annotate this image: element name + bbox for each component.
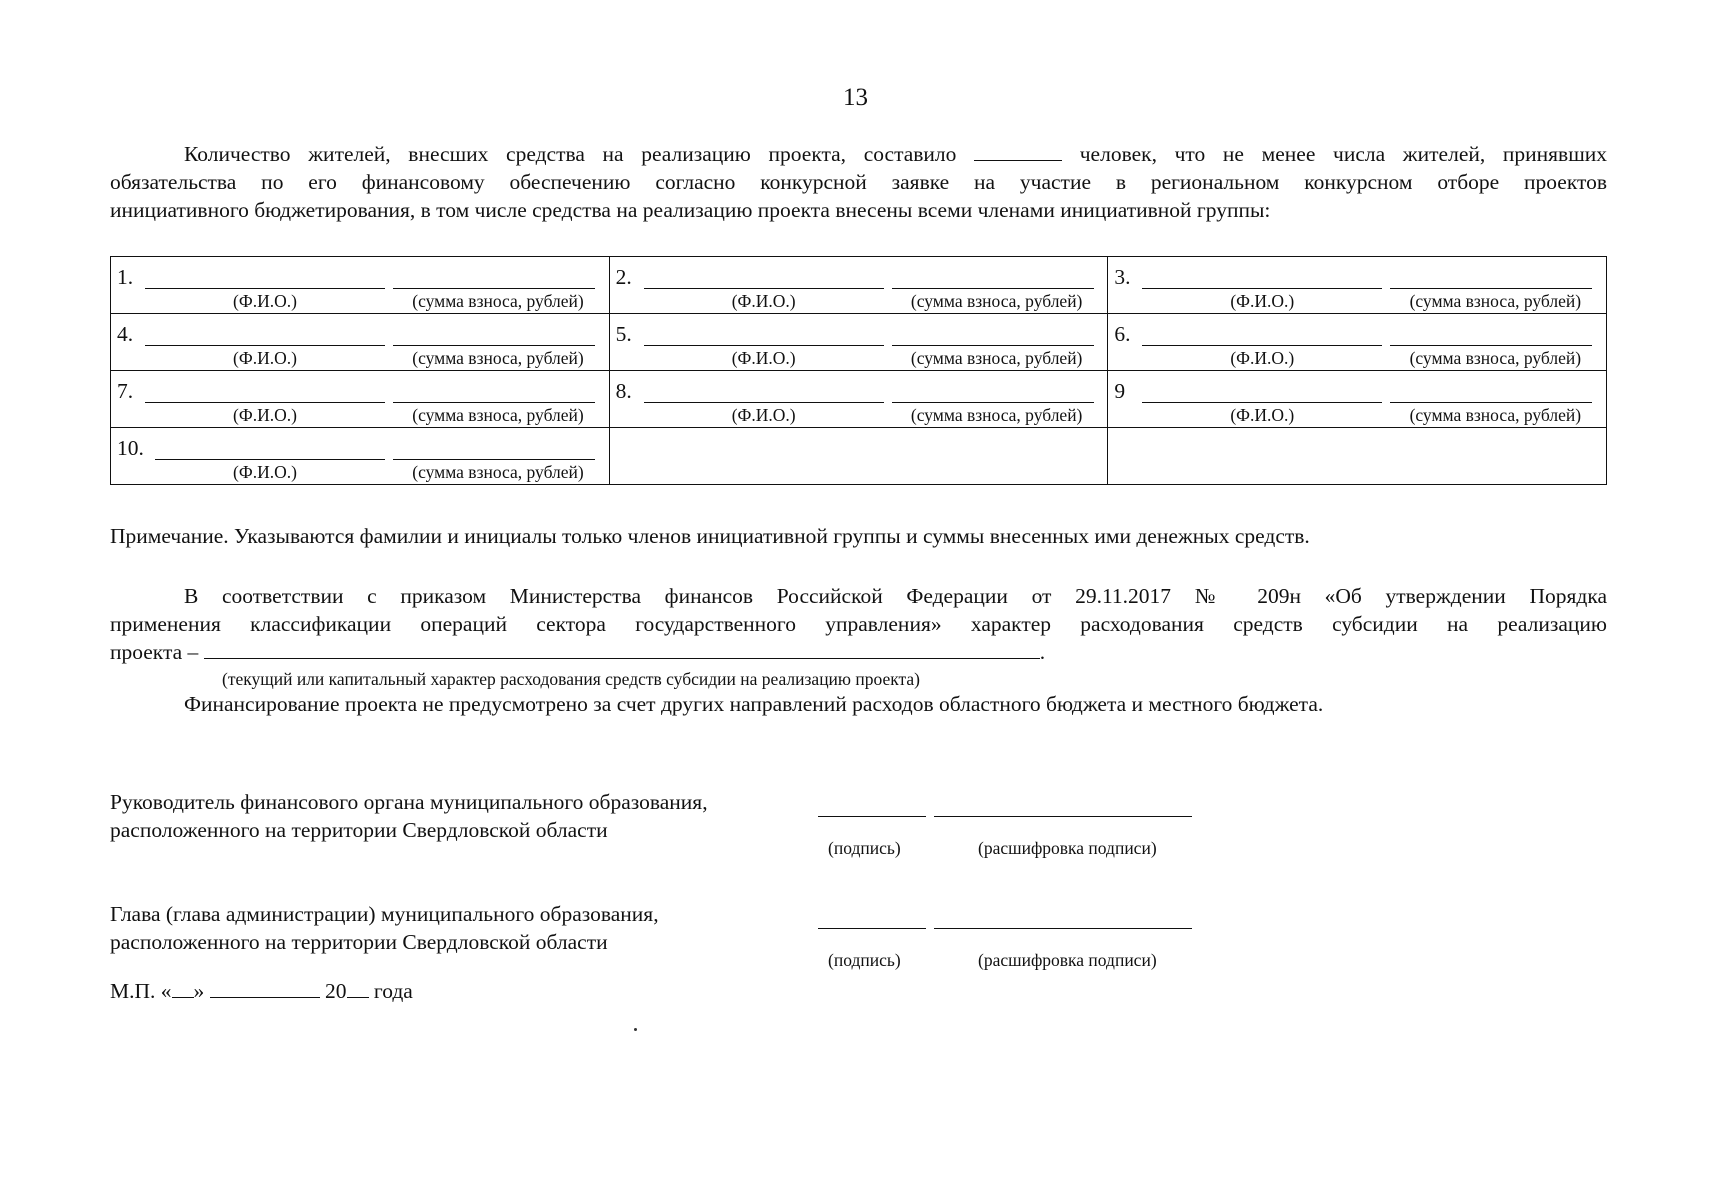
table-row bbox=[111, 428, 1607, 485]
note-text: Примечание. Указываются фамилии и инициалы только членов инициативной группы и суммы внесенных ими денежных средств. bbox=[110, 524, 1310, 548]
sum-field[interactable] bbox=[892, 402, 1094, 403]
fio-caption: (Ф.И.О.) bbox=[233, 462, 297, 482]
fio-field[interactable] bbox=[1142, 288, 1382, 289]
year-suffix: года bbox=[373, 979, 413, 1003]
table-cell bbox=[609, 314, 1108, 371]
finance-head-title-line-2: расположенного на территории Свердловской области bbox=[110, 818, 608, 842]
sum-caption: (сумма взноса, рублей) bbox=[412, 291, 584, 311]
entry-number: 7. bbox=[117, 379, 134, 403]
sum-field[interactable] bbox=[892, 288, 1094, 289]
sum-caption: (сумма взноса, рублей) bbox=[412, 405, 584, 425]
contributor-entry bbox=[1108, 371, 1606, 427]
entry-number: 1. bbox=[117, 265, 134, 289]
table-cell bbox=[1108, 314, 1607, 371]
order-line-1: В соответствии с приказом Министерства финансов Российской Федерации от 29.11.2017 № 209н «Об утверждении Порядка bbox=[184, 584, 1607, 608]
date-year-blank[interactable] bbox=[347, 979, 369, 998]
financing-paragraph bbox=[110, 690, 1607, 718]
table-cell bbox=[111, 314, 610, 371]
fio-field[interactable] bbox=[1142, 345, 1382, 346]
table-cell bbox=[609, 257, 1108, 314]
entry-number: 4. bbox=[117, 322, 134, 346]
scan-speck bbox=[634, 1028, 637, 1031]
residents-count-blank[interactable] bbox=[974, 142, 1062, 161]
table-cell bbox=[1108, 371, 1607, 428]
fio-caption: (Ф.И.О.) bbox=[1230, 405, 1295, 425]
order-paragraph bbox=[110, 582, 1607, 666]
table-cell bbox=[111, 257, 610, 314]
sum-field[interactable] bbox=[393, 345, 595, 346]
sum-caption: (сумма взноса, рублей) bbox=[910, 405, 1083, 425]
entry-number: 9 bbox=[1114, 379, 1126, 403]
period-mark: . bbox=[1039, 640, 1046, 664]
finance-head-decode-caption: (расшифровка подписи) bbox=[978, 838, 1157, 858]
sum-field[interactable] bbox=[1390, 345, 1592, 346]
fio-caption: (Ф.И.О.) bbox=[1230, 291, 1295, 311]
fio-field[interactable] bbox=[644, 345, 884, 346]
sum-field[interactable] bbox=[393, 288, 595, 289]
empty-cell bbox=[1108, 428, 1606, 484]
fio-caption: (Ф.И.О.) bbox=[1230, 348, 1295, 368]
contributor-entry bbox=[111, 314, 609, 370]
municipality-head-name-line[interactable] bbox=[934, 928, 1192, 929]
fio-caption: (Ф.И.О.) bbox=[731, 405, 796, 425]
table-cell bbox=[609, 428, 1108, 485]
sum-field[interactable] bbox=[892, 345, 1094, 346]
intro-line-1 bbox=[110, 140, 1607, 168]
finance-head-sign-caption: (подпись) bbox=[828, 838, 901, 858]
intro-line-3: инициативного бюджетирования, в том числе средства на реализацию проекта внесены всеми членами инициативной группы: bbox=[110, 198, 1271, 222]
municipality-head-signature-line[interactable] bbox=[818, 928, 926, 929]
entry-number: 5. bbox=[615, 322, 632, 346]
stamp-date-text bbox=[110, 977, 710, 1005]
contributor-entry bbox=[111, 371, 609, 427]
municipality-head-title-line-2: расположенного на территории Свердловской области bbox=[110, 930, 608, 954]
sum-field[interactable] bbox=[393, 402, 595, 403]
finance-head-title-line-1: Руководитель финансового органа муниципального образования, bbox=[110, 790, 708, 814]
year-prefix: 20 bbox=[325, 979, 347, 1003]
table-row bbox=[111, 371, 1607, 428]
sum-caption: (сумма взноса, рублей) bbox=[1409, 291, 1582, 311]
table-row bbox=[111, 314, 1607, 371]
sum-caption: (сумма взноса, рублей) bbox=[1409, 405, 1582, 425]
entry-number: 8. bbox=[615, 379, 632, 403]
sum-caption: (сумма взноса, рублей) bbox=[910, 291, 1083, 311]
fio-caption: (Ф.И.О.) bbox=[233, 405, 297, 425]
entry-number: 10. bbox=[117, 436, 144, 460]
fio-field[interactable] bbox=[644, 288, 884, 289]
expense-character-blank[interactable] bbox=[204, 640, 1040, 659]
contributor-entry bbox=[610, 314, 1108, 370]
contributor-entry bbox=[111, 257, 609, 313]
table-cell bbox=[1108, 257, 1607, 314]
table-cell bbox=[1108, 428, 1607, 485]
finance-head-name-line[interactable] bbox=[934, 816, 1192, 817]
contributor-entry bbox=[1108, 314, 1606, 370]
sum-field[interactable] bbox=[1390, 402, 1592, 403]
page-number: 13 bbox=[843, 84, 868, 111]
project-label: проекта – bbox=[110, 640, 199, 664]
date-day-blank[interactable] bbox=[172, 979, 194, 998]
fio-caption: (Ф.И.О.) bbox=[731, 348, 796, 368]
expense-character-caption: (текущий или капитальный характер расходования средств субсидии на реализацию проекта) bbox=[222, 669, 920, 689]
intro-paragraph bbox=[110, 140, 1607, 224]
fio-field[interactable] bbox=[1142, 402, 1382, 403]
fio-field[interactable] bbox=[145, 345, 385, 346]
sum-caption: (сумма взноса, рублей) bbox=[412, 348, 584, 368]
financing-text: Финансирование проекта не предусмотрено за счет других направлений расходов областного бюджета и местного бюджета. bbox=[184, 692, 1324, 716]
fio-field[interactable] bbox=[145, 288, 385, 289]
sum-field[interactable] bbox=[1390, 288, 1592, 289]
fio-field[interactable] bbox=[155, 459, 385, 460]
table-cell bbox=[609, 371, 1108, 428]
table-row bbox=[111, 257, 1607, 314]
entry-number: 3. bbox=[1114, 265, 1131, 289]
fio-caption: (Ф.И.О.) bbox=[233, 291, 297, 311]
note-paragraph bbox=[110, 522, 1607, 550]
quote-close: » bbox=[193, 979, 205, 1003]
finance-head-signature-block bbox=[110, 788, 810, 844]
sum-caption: (сумма взноса, рублей) bbox=[412, 462, 584, 482]
stamp-date-line bbox=[110, 977, 710, 1005]
municipality-head-decode-caption: (расшифровка подписи) bbox=[978, 950, 1157, 970]
entry-number: 2. bbox=[615, 265, 632, 289]
table-cell bbox=[111, 371, 610, 428]
fio-field[interactable] bbox=[145, 402, 385, 403]
intro-text-after: человек, что не менее числа жителей, принявших bbox=[1079, 142, 1608, 166]
sum-caption: (сумма взноса, рублей) bbox=[1409, 348, 1582, 368]
contributor-entry bbox=[111, 428, 609, 484]
order-line-2: применения классификации операций сектора государственного управления» характер расходования средств субсидии на реализацию bbox=[110, 612, 1607, 636]
date-month-blank[interactable] bbox=[210, 979, 320, 998]
municipality-head-signature-block bbox=[110, 900, 810, 956]
stamp-label: М.П. « bbox=[110, 979, 172, 1003]
municipality-head-sign-caption: (подпись) bbox=[828, 950, 901, 970]
fio-field[interactable] bbox=[644, 402, 884, 403]
contributor-entry bbox=[1108, 257, 1606, 313]
municipality-head-title-line-1: Глава (глава администрации) муниципального образования, bbox=[110, 902, 659, 926]
fio-caption: (Ф.И.О.) bbox=[233, 348, 297, 368]
sum-field[interactable] bbox=[393, 459, 595, 460]
entry-number: 6. bbox=[1114, 322, 1131, 346]
fio-caption: (Ф.И.О.) bbox=[731, 291, 796, 311]
contributor-entry bbox=[610, 257, 1108, 313]
finance-head-signature-line[interactable] bbox=[818, 816, 926, 817]
empty-cell bbox=[610, 428, 1108, 484]
contributors-table bbox=[110, 256, 1607, 485]
order-line-3 bbox=[110, 638, 1607, 666]
contributor-entry bbox=[610, 371, 1108, 427]
sum-caption: (сумма взноса, рублей) bbox=[910, 348, 1083, 368]
intro-text-before: Количество жителей, внесших средства на реализацию проекта, составило bbox=[184, 142, 957, 166]
table-cell bbox=[111, 428, 610, 485]
intro-line-2: обязательства по его финансовому обеспечению согласно конкурсной заявке на участие в региональном конкурсном отборе проектов bbox=[110, 170, 1607, 194]
